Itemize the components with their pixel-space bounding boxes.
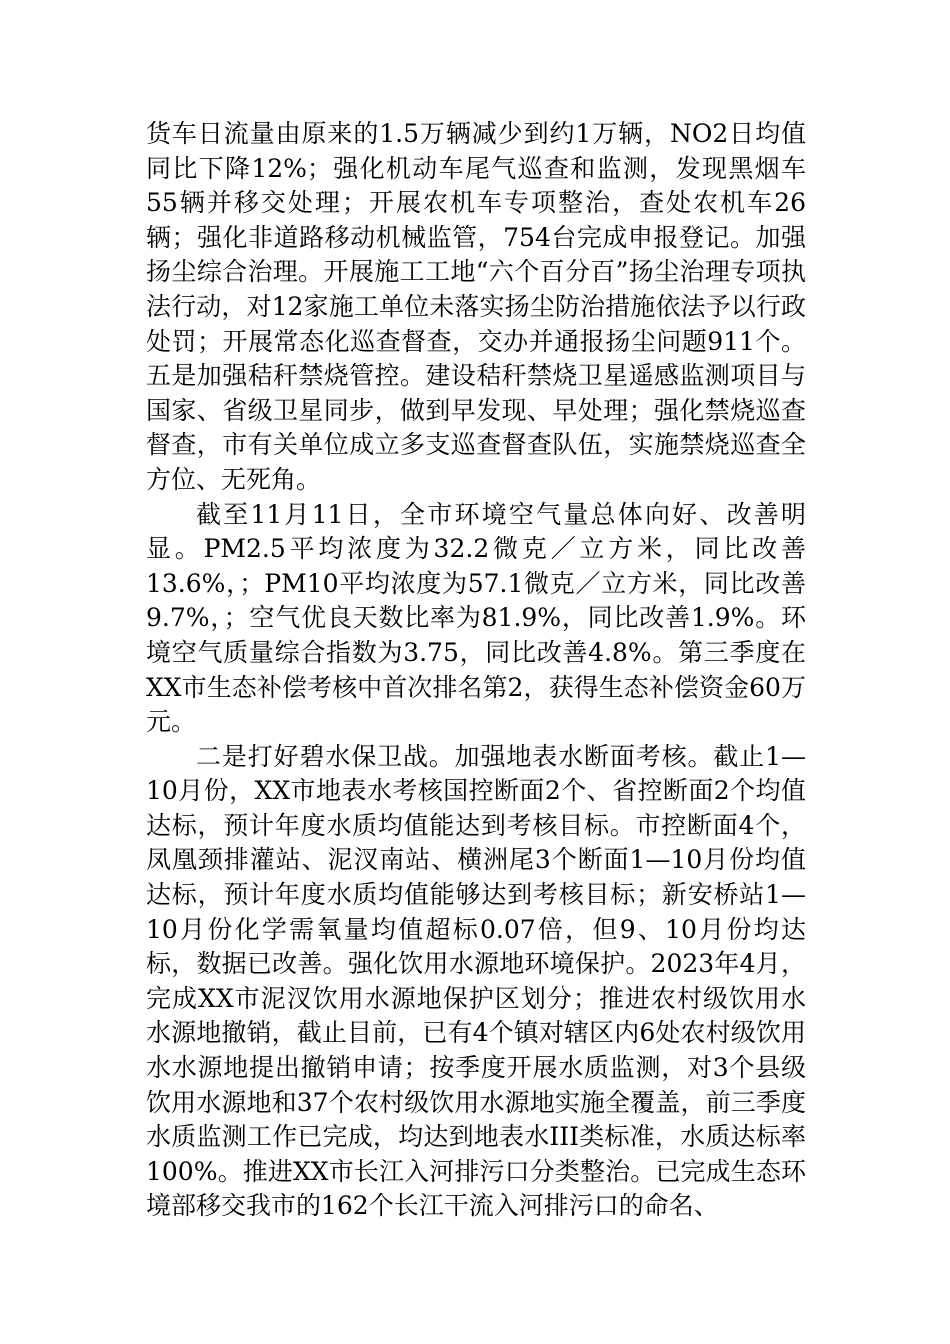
paragraph-clear-water-campaign: 二是打好碧水保卫战。加强地表水断面考核。截止1—10月份，XX市地表水考核国控断面2个、省控断面2个均值达标，预计年度水质均值能达到考核目标。市控断面4个，凤凰颈排灌站、泥汊南站、横洲尾3个断面1—10月份均值达标，预计年度水质均值能够达到考核目标；新安桥站1—10月份化学需氧量均值超标0.07倍，但9、10月份均达标，数据已改善。强化饮用水源地环境保护。2023年4月，完成XX市泥汊饮用水源地保护区划分；推进农村级饮用水水源地撤销，截止目前，已有4个镇对辖区内6处农村级饮用水水源地提出撤销申请；按季度开展水质监测，对3个县级饮用水源地和37个农村级饮用水源地实施全覆盖，前三季度水质监测工作已完成，均达到地表水III类标准，水质达标率100%。推进XX市长江入河排污口分类整治。已完成生态环境部移交我市的162个长江干流入河排污口的命名、 (146, 741, 806, 1221)
paragraph-vehicle-dust-straw: 货车日流量由原来的1.5万辆减少到约1万辆，NO2日均值同比下降12%；强化机动车尾气巡查和监测，发现黑烟车55辆并移交处理；开展农机车专项整治，查处农机车26辆；强化非道路移动机械监管，754台完成申报登记。加强扬尘综合治理。开展施工工地“六个百分百”扬尘治理专项执法行动，对12家施工单位未落实扬尘防治措施依法予以行政处罚；开展常态化巡查督查，交办并通报扬尘问题911个。五是加强秸秆禁烧管控。建设秸秆禁烧卫星遥感监测项目与国家、省级卫星同步，做到早发现、早处理；强化禁烧巡查督查，市有关单位成立多支巡查督查队伍，实施禁烧巡查全方位、无死角。 (146, 119, 806, 494)
paragraph-air-quality-results: 截至11月11日，全市环境空气量总体向好、改善明显。PM2.5平均浓度为32.2微克／立方米，同比改善13.6%，；PM10平均浓度为57.1微克／立方米，同比改善9.7%，；空气优良天数比率为81.9%，同比改善1.9%。环境空气质量综合指数为3.75，同比改善4.8%。第三季度在XX市生态补偿考核中首次排名第2，获得生态补偿资金60万元。 (146, 499, 806, 737)
document-body (146, 117, 806, 1224)
